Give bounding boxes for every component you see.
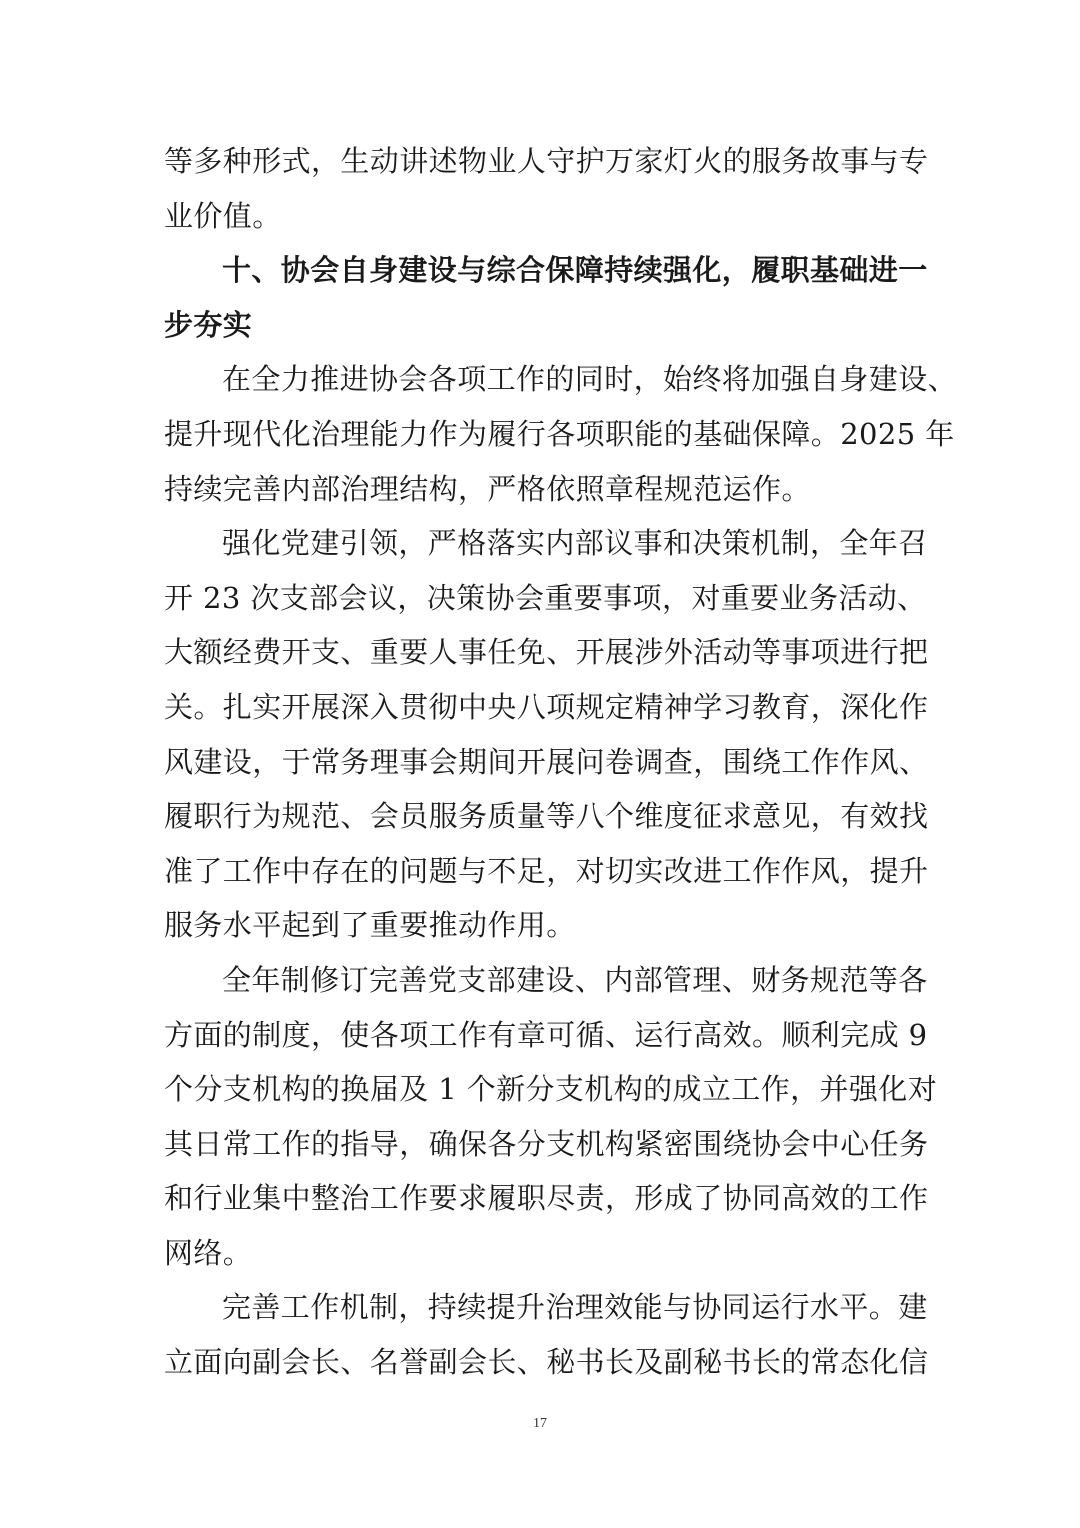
paragraph-start-line: 强化党建引领，严格落实内部议事和决策机制，全年召 xyxy=(222,526,928,561)
body-text-line: 其日常工作的指导，确保各分支机构紧密围绕协会中心任务 xyxy=(164,1126,929,1161)
body-text-line: 和行业集中整治工作要求履职尽责，形成了协同高效的工作 xyxy=(164,1181,929,1216)
body-text-line: 风建设，于常务理事会期间开展问卷调查，围绕工作作风、 xyxy=(164,744,929,779)
body-text-line: 大额经费开支、重要人事任免、开展涉外活动等事项进行把 xyxy=(164,635,929,670)
body-text-line: 业价值。 xyxy=(164,198,282,233)
body-text-line: 服务水平起到了重要推动作用。 xyxy=(164,908,576,943)
page-number: 17 xyxy=(533,1416,547,1431)
body-text-line: 个分支机构的换届及 1 个新分支机构的成立工作，并强化对 xyxy=(164,1072,938,1107)
body-text-line: 履职行为规范、会员服务质量等八个维度征求意见，有效找 xyxy=(164,799,929,834)
paragraph-start-line: 全年制修订完善党支部建设、内部管理、财务规范等各 xyxy=(222,962,928,997)
body-text-line: 网络。 xyxy=(164,1235,253,1270)
body-text-line: 提升现代化治理能力作为履行各项职能的基础保障。2025 年 xyxy=(164,416,955,451)
body-text-line: 关。扎实开展深入贯彻中央八项规定精神学习教育，深化作 xyxy=(164,689,929,724)
body-text-line: 开 23 次支部会议，决策协会重要事项，对重要业务活动、 xyxy=(164,580,927,615)
body-text-line: 持续完善内部治理结构，严格依照章程规范运作。 xyxy=(164,471,811,506)
body-text-line: 等多种形式，生动讲述物业人守护万家灯火的服务故事与专 xyxy=(164,144,929,178)
body-text-line: 立面向副会长、名誉副会长、秘书长及副秘书长的常态化信 xyxy=(164,1345,929,1380)
section-heading: 十、协会自身建设与综合保障持续强化，履职基础进一 xyxy=(222,253,928,288)
document-body xyxy=(164,134,958,1390)
body-text-line: 准了工作中存在的问题与不足，对切实改进工作作风，提升 xyxy=(164,853,929,888)
paragraph-start-line: 在全力推进协会各项工作的同时，始终将加强自身建设、 xyxy=(222,362,958,397)
paragraph-start-line: 完善工作机制，持续提升治理效能与协同运行水平。建 xyxy=(222,1290,928,1325)
section-heading: 步夯实 xyxy=(164,307,253,342)
body-text-line: 方面的制度，使各项工作有章可循、运行高效。顺利完成 9 xyxy=(164,1017,928,1052)
